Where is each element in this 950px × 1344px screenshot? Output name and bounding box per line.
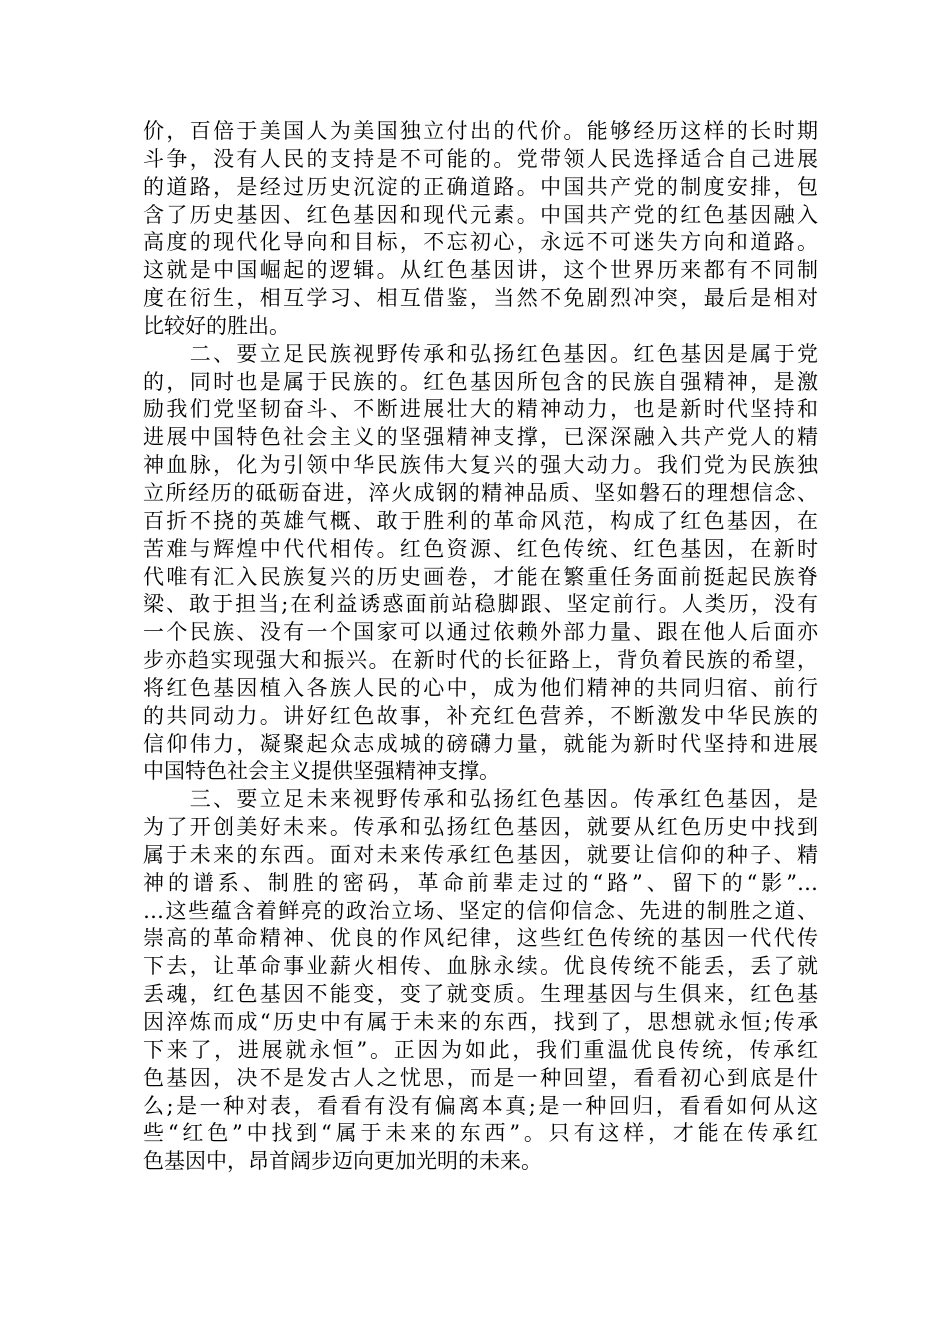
text-line: 神血脉，化为引领中华民族伟大复兴的强大动力。我们党为民族独 <box>143 453 818 478</box>
text-line: 斗争，没有人民的支持是不可能的。党带领人民选择适合自己进展 <box>143 146 818 171</box>
text-line: 三、要立足未来视野传承和弘扬红色基因。传承红色基因，是 <box>143 787 818 812</box>
text-line: 度在衍生，相互学习、相互借鉴，当然不免剧烈冲突，最后是相对 <box>143 286 818 311</box>
text-line: 这就是中国崛起的逻辑。从红色基因讲，这个世界历来都有不同制 <box>143 258 818 283</box>
text-line: 的，同时也是属于民族的。红色基因所包含的民族自强精神，是激 <box>143 369 818 394</box>
text-line: 属于未来的东西。面对未来传承红色基因，就要让信仰的种子、精 <box>143 842 818 867</box>
text-line: 为了开创美好未来。传承和弘扬红色基因，就要从红色历史中找到 <box>143 815 818 840</box>
text-line: 立所经历的砥砺奋进，淬火成钢的精神品质、坚如磐石的理想信念、 <box>143 480 818 505</box>
text-line: 崇高的革命精神、优良的作风纪律，这些红色传统的基因一代代传 <box>143 926 818 951</box>
document-body <box>143 118 818 1176</box>
text-line: 将红色基因植入各族人民的心中，成为他们精神的共同归宿、前行 <box>143 675 818 700</box>
text-line: 信仰伟力，凝聚起众志成城的磅礴力量，就能为新时代坚持和进展 <box>143 731 818 756</box>
text-line: 代唯有汇入民族复兴的历史画卷，才能在繁重任务面前挺起民族脊 <box>143 564 818 589</box>
text-line: 苦难与辉煌中代代相传。红色资源、红色传统、红色基因，在新时 <box>143 536 818 561</box>
text-line: 么;是一种对表，看看有没有偏离本真;是一种回归，看看如何从这 <box>143 1093 818 1118</box>
text-line: 含了历史基因、红色基因和现代元素。中国共产党的红色基因融入 <box>143 202 818 227</box>
text-line: 百折不挠的英雄气概、敢于胜利的革命风范，构成了红色基因，在 <box>143 508 818 533</box>
text-line: 价，百倍于美国人为美国独立付出的代价。能够经历这样的长时期 <box>143 119 818 143</box>
text-line: 二、要立足民族视野传承和弘扬红色基因。红色基因是属于党 <box>143 341 818 366</box>
text-line: 因淬炼而成“历史中有属于未来的东西，找到了，思想就永恒;传承 <box>143 1010 818 1034</box>
text-line: 下去，让革命事业薪火相传、血脉永续。优良传统不能丢，丢了就 <box>143 954 818 979</box>
text-line: 高度的现代化导向和目标，不忘初心，永远不可迷失方向和道路。 <box>143 230 818 255</box>
text-line: 色基因，决不是发古人之忧思，而是一种回望，看看初心到底是什 <box>143 1065 818 1090</box>
text-line: 励我们党坚韧奋斗、不断进展壮大的精神动力，也是新时代坚持和 <box>143 397 818 422</box>
text-line: 的道路，是经过历史沉淀的正确道路。中国共产党的制度安排，包 <box>143 174 818 199</box>
text-line: 中国特色社会主义提供坚强精神支撑。 <box>143 759 500 784</box>
text-line: 比较好的胜出。 <box>143 313 290 338</box>
text-line: …这些蕴含着鲜亮的政治立场、坚定的信仰信念、先进的制胜之道、 <box>143 898 818 923</box>
text-line: 进展中国特色社会主义的坚强精神支撑，已深深融入共产党人的精 <box>143 425 818 450</box>
text-line: 神的谱系、制胜的密码，革命前辈走过的“路”、留下的“影”… <box>143 870 818 895</box>
text-line: 下来了，进展就永恒”。正因为如此，我们重温优良传统，传承红 <box>143 1037 818 1062</box>
text-line: 步亦趋实现强大和振兴。在新时代的长征路上，背负着民族的希望， <box>143 648 818 673</box>
text-line: 梁、敢于担当;在利益诱惑面前站稳脚跟、坚定前行。人类历，没有 <box>143 592 818 617</box>
text-line: 些“红色”中找到“属于未来的东西”。只有这样，才能在传承红 <box>143 1121 818 1146</box>
text-line: 的共同动力。讲好红色故事，补充红色营养，不断激发中华民族的 <box>143 703 818 728</box>
text-line: 丢魂，红色基因不能变，变了就变质。生理基因与生俱来，红色基 <box>143 982 818 1007</box>
text-line: 一个民族、没有一个国家可以通过依赖外部力量、跟在他人后面亦 <box>143 620 818 645</box>
text-line: 色基因中，昂首阔步迈向更加光明的未来。 <box>143 1149 542 1174</box>
